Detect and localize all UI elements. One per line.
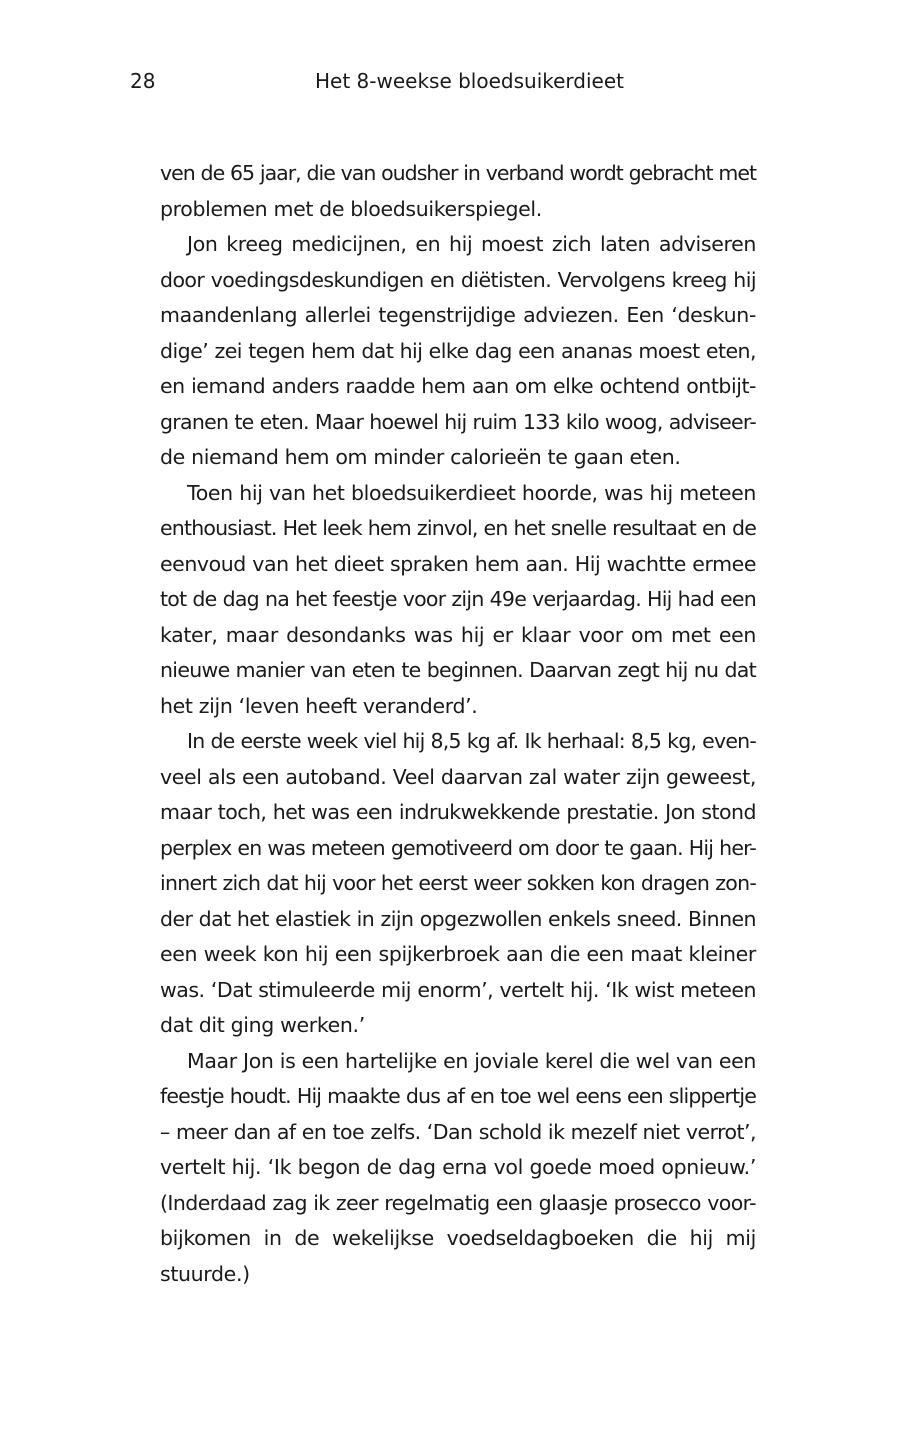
text-line: maandenlang allerlei tegenstrijdige adviezen. Een ‘deskun-	[160, 303, 756, 327]
text-line: perplex en was meteen gemotiveerd om door te gaan. Hij her-	[160, 835, 756, 860]
text-line: der dat het elastiek in zijn opgezwollen enkels sneed. Binnen	[160, 906, 756, 931]
text-line: stuurde.)	[160, 1261, 250, 1286]
text-line: was. ‘Dat stimuleerde mij enorm’, vertelt hij. ‘Ik wist meteen	[160, 977, 756, 1002]
text-line: Toen hij van het bloedsuikerdieet hoorde, was hij meteen	[187, 480, 756, 505]
text-line: Jon kreeg medicijnen, en hij moest zich laten adviseren	[187, 232, 756, 256]
text-line: bijkomen in de wekelijkse voedseldagboeken die hij mij	[160, 1226, 756, 1250]
page-number: 28	[130, 69, 156, 93]
text-line: problemen met de bloedsuikerspiegel.	[160, 196, 542, 221]
text-line: door voedingsdeskundigen en diëtisten. Vervolgens kreeg hij	[160, 267, 756, 292]
running-title: Het 8-weekse bloedsuikerdieet	[315, 69, 625, 93]
text-line: dige’ zei tegen hem dat hij elke dag een ananas moest eten,	[160, 338, 756, 363]
text-line: ven de 65 jaar, die van oudsher in verband wordt gebracht met	[160, 161, 756, 185]
paragraph	[160, 1044, 756, 1293]
paragraph	[160, 227, 756, 476]
text-line: vertelt hij. ‘Ik begon de dag erna vol goede moed opnieuw.’	[160, 1155, 756, 1179]
text-line: eenvoud van het dieet spraken hem aan. Hij wachtte ermee	[160, 551, 756, 576]
text-line: een week kon hij een spijkerbroek aan die een maat kleiner	[160, 942, 756, 966]
text-line: het zijn ‘leven heeft veranderd’.	[160, 693, 478, 718]
text-line: – meer dan af en toe zelfs. ‘Dan schold ik mezelf niet verrot’,	[160, 1119, 756, 1144]
text-line: veel als een autoband. Veel daarvan zal water zijn geweest,	[160, 764, 756, 789]
text-line: granen te eten. Maar hoewel hij ruim 133 kilo woog, adviseer-	[160, 409, 756, 434]
text-line: kater, maar desondanks was hij er klaar voor om met een	[160, 622, 756, 647]
text-line: maar toch, het was een indrukwekkende prestatie. Jon stond	[160, 800, 756, 824]
text-line: feestje houdt. Hij maakte dus af en toe wel eens een slippertje	[160, 1084, 756, 1108]
text-line: de niemand hem om minder calorieën te gaan eten.	[160, 445, 681, 469]
text-line: (Inderdaad zag ik zeer regelmatig een glaasje prosecco voor-	[160, 1190, 756, 1215]
paragraph	[160, 476, 756, 725]
running-head	[130, 66, 760, 96]
text-line: nieuwe manier van eten te beginnen. Daarvan zegt hij nu dat	[160, 658, 756, 682]
text-line: Maar Jon is een hartelijke en joviale kerel die wel van een	[187, 1048, 756, 1073]
paragraph	[160, 724, 756, 1044]
text-line: innert zich dat hij voor het eerst weer sokken kon dragen zon-	[160, 871, 756, 895]
body-text	[160, 156, 756, 1292]
paragraph	[160, 156, 756, 227]
text-line: tot de dag na het feestje voor zijn 49e verjaardag. Hij had een	[160, 587, 756, 611]
text-line: dat dit ging werken.’	[160, 1013, 365, 1037]
text-line: In de eerste week viel hij 8,5 kg af. Ik herhaal: 8,5 kg, even-	[187, 729, 756, 753]
text-line: enthousiast. Het leek hem zinvol, en het snelle resultaat en de	[160, 516, 756, 540]
text-line: en iemand anders raadde hem aan om elke ochtend ontbijt-	[160, 374, 756, 398]
